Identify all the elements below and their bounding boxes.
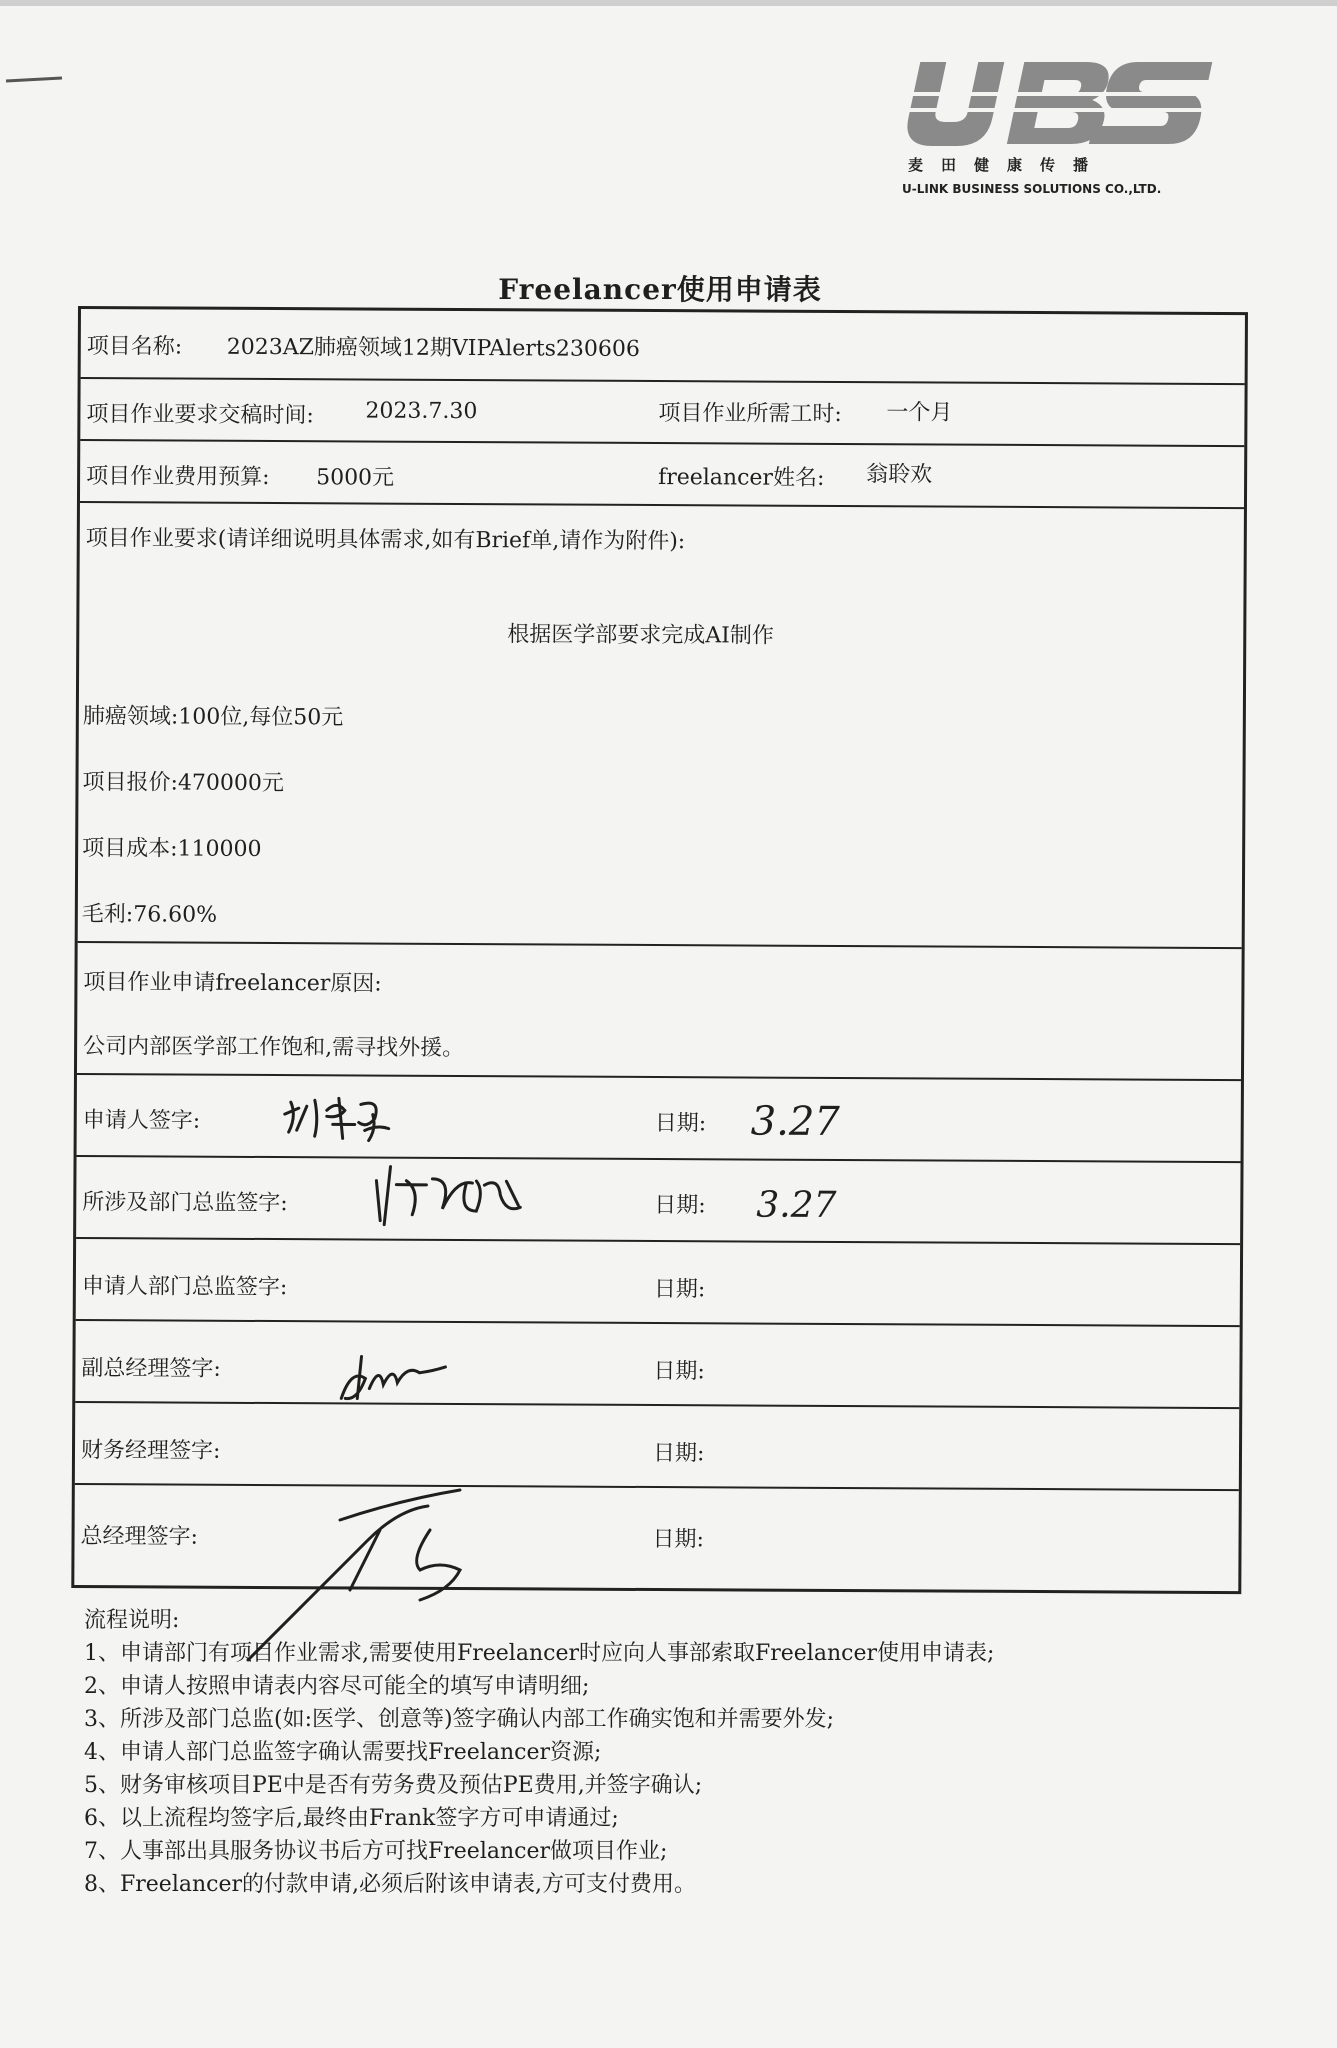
date-label: 日期:: [652, 1527, 705, 1553]
process-step: 2、申请人按照申请表内容尽可能全的填写申请明细;: [84, 1674, 590, 1699]
page-top-edge: [0, 0, 1337, 6]
deadline-value: 2023.7.30: [365, 398, 478, 425]
director-signature-icon: [366, 1161, 536, 1236]
date-label: 日期:: [654, 1193, 706, 1219]
applicant-signature-icon: [277, 1084, 407, 1155]
project-name-value: 2023AZ肺癌领域12期VIPAlerts230606: [226, 334, 640, 362]
signature-label: 总经理签字:: [80, 1524, 199, 1550]
budget-value: 5000元: [316, 465, 395, 491]
reason-text: 公司内部医学部工作饱和,需寻找外援。: [83, 1034, 465, 1062]
requirement-line: 项目成本:110000: [82, 836, 262, 862]
row-reason: [77, 943, 1242, 1081]
process-step: 4、申请人部门总监签字确认需要找Freelancer资源;: [84, 1740, 602, 1765]
deadline-label: 项目作业要求交稿时间:: [86, 402, 314, 429]
duration-label: 项目作业所需工时:: [658, 401, 842, 428]
project-name-label: 项目名称:: [86, 334, 183, 360]
process-step: 1、申请部门有项目作业需求,需要使用Freelancer时应向人事部索取Freelancer使用申请表;: [84, 1641, 995, 1666]
handwritten-date: 3.27: [756, 1184, 837, 1226]
signature-label: 财务经理签字:: [80, 1438, 221, 1464]
signature-label: 所涉及部门总监签字:: [82, 1190, 288, 1217]
row-department-director-signature: [76, 1157, 1240, 1245]
budget-label: 项目作业费用预算:: [86, 464, 270, 491]
date-label: 日期:: [654, 1111, 707, 1137]
signature-label: 申请人签字:: [82, 1108, 201, 1134]
row-requirements: [78, 503, 1244, 949]
form-title: Freelancer使用申请表: [498, 273, 822, 306]
date-label: 日期:: [652, 1441, 705, 1467]
process-step: 3、所涉及部门总监(如:医学、创意等)签字确认内部工作确实饱和并需要外发;: [84, 1707, 834, 1732]
process-step: 6、以上流程均签字后,最终由Frank签字方可申请通过;: [84, 1806, 619, 1831]
requirement-line: 肺癌领域:100位,每位50元: [82, 704, 344, 731]
requirements-summary: 根据医学部要求完成AI制作: [507, 622, 774, 649]
row-applicant-director-signature: [76, 1239, 1240, 1327]
process-step: 5、财务审核项目PE中是否有劳务费及预估PE费用,并签字确认;: [84, 1773, 703, 1798]
row-applicant-signature: [77, 1075, 1241, 1163]
requirement-line: 毛利:76.60%: [81, 902, 218, 928]
row-budget: [80, 441, 1244, 509]
applicant-date-handwritten: [747, 1083, 840, 1153]
process-notes: [84, 1604, 1324, 1901]
handwritten-date: 3.27: [750, 1098, 840, 1145]
duration-value: 一个月: [886, 400, 953, 426]
director-date-handwritten: [752, 1171, 862, 1232]
date-label: 日期:: [653, 1359, 705, 1385]
logo-name-en: U-LINK BUSINESS SOLUTIONS CO.,LTD.: [902, 182, 1162, 196]
process-step: 8、Freelancer的付款申请,必须后附该申请表,方可支付费用。: [84, 1872, 696, 1897]
process-step: 7、人事部出具服务协议书后方可找Freelancer做项目作业;: [84, 1839, 668, 1864]
requirement-line: 项目报价:470000元: [82, 770, 284, 797]
row-deadline: [80, 379, 1244, 447]
reason-label: 项目作业申请freelancer原因:: [83, 970, 382, 997]
row-finance-manager-signature: [75, 1403, 1239, 1491]
freelancer-name-value: 翁聆欢: [866, 462, 933, 488]
date-label: 日期:: [653, 1277, 706, 1303]
application-form: [71, 306, 1248, 1594]
row-vice-gm-signature: [75, 1321, 1239, 1409]
signature-label: 申请人部门总监签字:: [81, 1274, 288, 1301]
freelancer-name-label: freelancer姓名:: [658, 465, 825, 491]
ubs-logo-icon: [900, 54, 1220, 154]
vice-gm-signature-icon: [335, 1348, 455, 1409]
logo-name-cn: 麦田健康传播: [908, 156, 1107, 174]
signature-label: 副总经理签字:: [81, 1356, 221, 1382]
margin-mark: [6, 77, 62, 83]
requirements-label: 项目作业要求(请详细说明具体需求,如有Brief单,请作为附件):: [85, 526, 686, 555]
process-title: 流程说明:: [84, 1608, 180, 1633]
company-logo: [900, 54, 1220, 204]
row-project-name: [81, 309, 1245, 385]
